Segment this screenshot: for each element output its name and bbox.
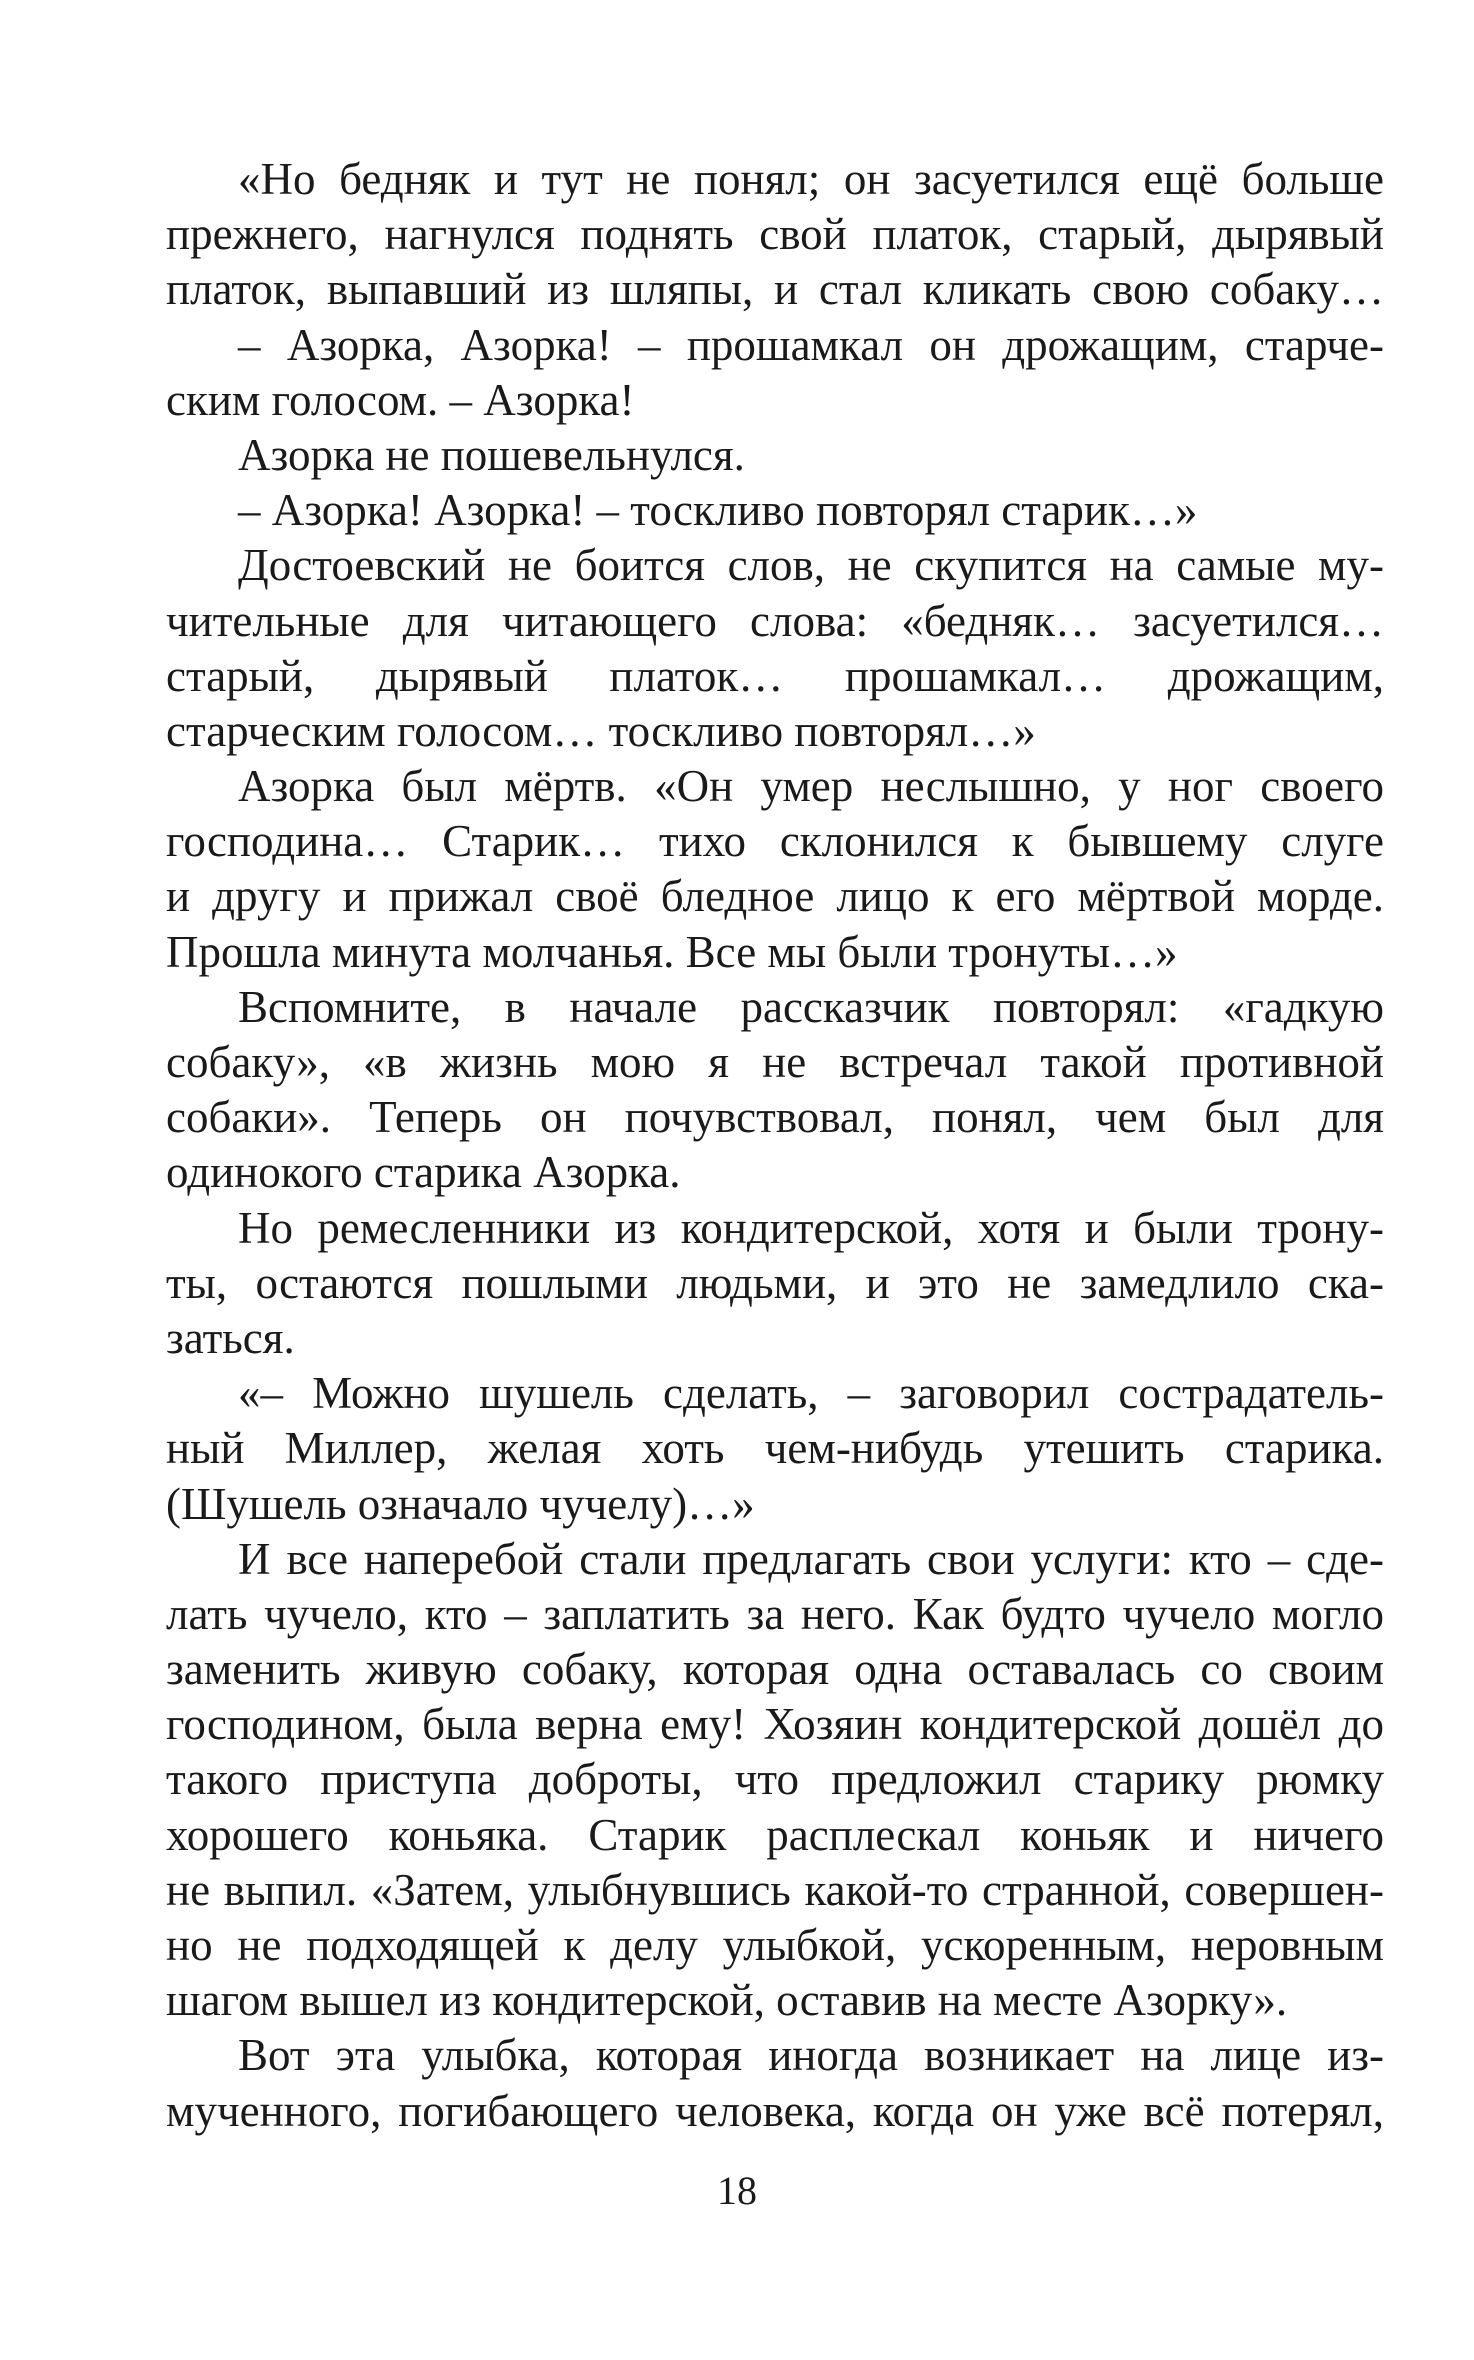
- text-line: ским голосом. – Азорка!: [166, 374, 635, 425]
- text-line: Но ремесленники из кондитерской, хотя и были трону-: [238, 1202, 1384, 1253]
- text-line: – Азорка, Азорка! – прошамкал он дрожащим, старче-: [238, 319, 1384, 370]
- text-line: прежнего, нагнулся поднять свой платок, старый, дырявый: [166, 209, 1384, 260]
- text-line: Азорка был мёртв. «Он умер неслышно, у ног своего: [238, 761, 1384, 812]
- text-line: собаку», «в жизнь мою я не встречал такой противной: [166, 1037, 1384, 1087]
- text-line: заться.: [166, 1312, 295, 1363]
- text-line: и другу и прижал своё бледное лицо к его мёртвой морде.: [166, 871, 1384, 922]
- body-text: [166, 152, 1384, 2139]
- text-line: Азорка не пошевельнулся.: [238, 429, 745, 480]
- text-line: но не подходящей к делу улыбкой, ускоренным, неровным: [166, 1920, 1384, 1970]
- text-line: ный Миллер, желая хоть чем-нибудь утешить старика.: [166, 1423, 1384, 1474]
- text-line: хорошего коньяка. Старик расплескал коньяк и ничего: [166, 1809, 1384, 1860]
- text-line: такого приступа доброты, что предложил старику рюмку: [166, 1754, 1384, 1805]
- text-line: – Азорка! Азорка! – тоскливо повторял старик…»: [238, 485, 1198, 536]
- text-line: господином, была верна ему! Хозяин кондитерской дошёл до: [166, 1699, 1384, 1750]
- text-line: шагом вышел из кондитерской, оставив на месте Азорку».: [166, 1975, 1288, 2026]
- text-line: заменить живую собаку, которая одна оставалась со своим: [166, 1644, 1384, 1695]
- text-line: не выпил. «Затем, улыбнувшись какой-то странной, совершен-: [166, 1864, 1384, 1915]
- text-line: Вот эта улыбка, которая иногда возникает на лице из-: [238, 2030, 1384, 2081]
- text-line: Прошла минута молчанья. Все мы были тронуты…»: [166, 926, 1178, 977]
- text-line: чительные для читающего слова: «бедняк… засуетился…: [166, 595, 1384, 646]
- text-line: лать чучело, кто – заплатить за него. Как будто чучело могло: [166, 1588, 1384, 1639]
- text-line: «– Можно шушель сделать, – заговорил сострадатель-: [238, 1368, 1384, 1419]
- text-line: старый, дырявый платок… прошамкал… дрожащим,: [166, 650, 1384, 701]
- text-line: И все наперебой стали предлагать свои услуги: кто – сде-: [238, 1533, 1384, 1584]
- text-line: Достоевский не боится слов, не скупится на самые му-: [238, 540, 1384, 591]
- text-line: одинокого старика Азорка.: [166, 1147, 681, 1198]
- text-line: собаки». Теперь он почувствовал, понял, чем был для: [166, 1092, 1384, 1143]
- text-line: ты, остаются пошлыми людьми, и это не замедлило ска-: [166, 1257, 1384, 1308]
- text-line: платок, выпавший из шляпы, и стал кликать свою собаку…: [166, 264, 1384, 315]
- text-line: (Шушель означало чучелу)…»: [166, 1478, 755, 1529]
- text-line: «Но бедняк и тут не понял; он засуетился ещё больше: [238, 154, 1384, 204]
- text-line: Вспомните, в начале рассказчик повторял: «гадкую: [238, 981, 1384, 1032]
- text-line: старческим голосом… тоскливо повторял…»: [166, 705, 1036, 756]
- page-number: 18: [717, 2168, 757, 2213]
- text-line: господина… Старик… тихо склонился к бывшему слуге: [166, 816, 1384, 867]
- text-line: мученного, погибающего человека, когда он уже всё потерял,: [166, 2085, 1384, 2136]
